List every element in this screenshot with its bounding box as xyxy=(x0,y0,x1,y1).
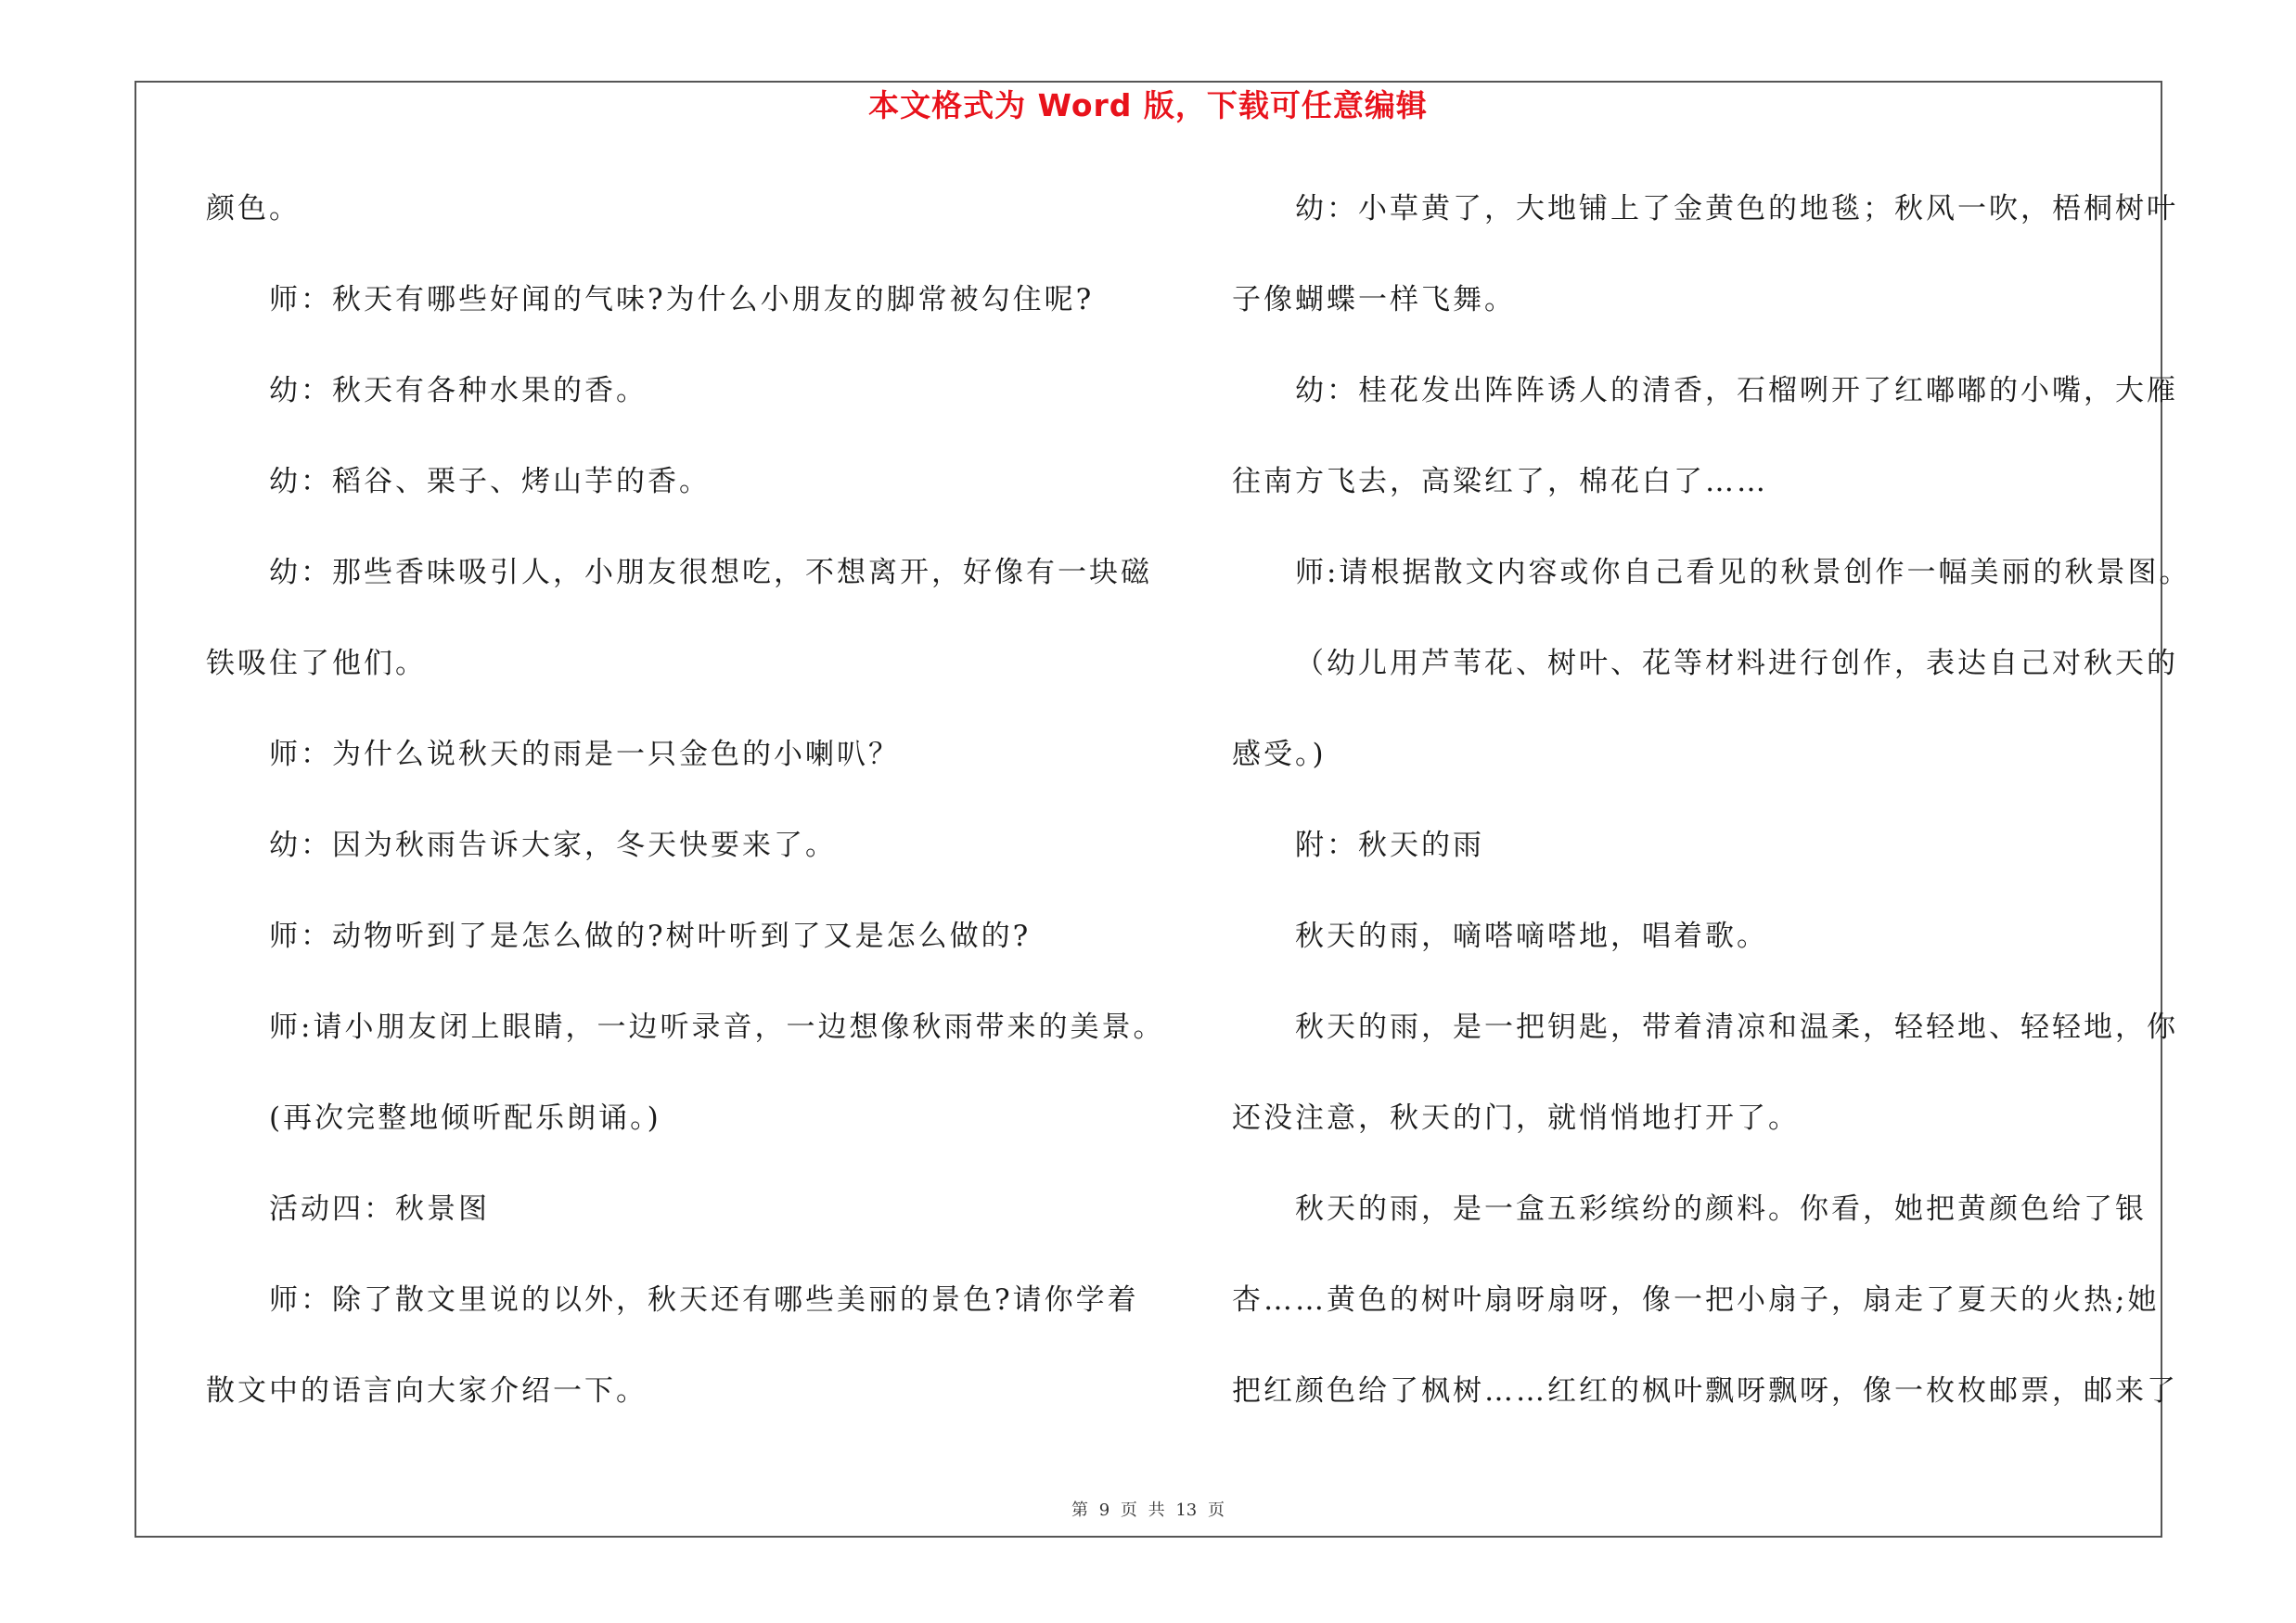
right-line-12: 秋天的雨，是一盒五彩缤纷的颜料。你看，她把黄颜色给了银 xyxy=(1295,1192,2147,1226)
right-line-14: 把红颜色给了枫树……红红的枫叶飘呀飘呀，像一枚枚邮票，邮来了 xyxy=(1232,1374,2178,1408)
right-line-8: 附：秋天的雨 xyxy=(1295,829,1484,862)
left-line-14: 散文中的语言向大家介绍一下。 xyxy=(206,1374,648,1408)
left-line-6: 铁吸住了他们。 xyxy=(206,647,427,680)
left-line-7: 师：为什么说秋天的雨是一只金色的小喇叭？ xyxy=(269,738,900,771)
right-column xyxy=(1232,186,2191,1459)
left-line-4: 幼：稻谷、栗子、烤山芋的香。 xyxy=(269,465,711,498)
left-line-9: 师：动物听到了是怎么做的?树叶听到了又是怎么做的? xyxy=(269,920,1032,953)
left-column xyxy=(206,186,1165,1459)
right-line-7: 感受。) xyxy=(1232,738,1327,771)
right-line-11: 还没注意，秋天的门，就悄悄地打开了。 xyxy=(1232,1101,1800,1135)
left-line-3: 幼：秋天有各种水果的香。 xyxy=(269,374,648,407)
right-line-10: 秋天的雨，是一把钥匙，带着清凉和温柔，轻轻地、轻轻地，你 xyxy=(1295,1011,2178,1044)
header-banner: 本文格式为 Word 版，下载可任意编辑 xyxy=(868,87,1428,123)
right-line-4: 往南方飞去，高粱红了，棉花白了…… xyxy=(1232,465,1768,498)
left-line-12: 活动四：秋景图 xyxy=(269,1192,490,1226)
left-line-13: 师：除了散文里说的以外，秋天还有哪些美丽的景色?请你学着 xyxy=(269,1283,1139,1317)
right-line-1: 幼：小草黄了，大地铺上了金黄色的地毯；秋风一吹，梧桐树叶 xyxy=(1295,192,2178,225)
right-line-6: （幼儿用芦苇花、树叶、花等材料进行创作，表达自己对秋天的 xyxy=(1295,647,2178,680)
page-number-footer: 第 9 页 共 13 页 xyxy=(1071,1501,1225,1520)
right-line-3: 幼：桂花发出阵阵诱人的清香，石榴咧开了红嘟嘟的小嘴，大雁 xyxy=(1295,374,2178,407)
left-line-10: 师:请小朋友闭上眼睛，一边听录音，一边想像秋雨带来的美景。 xyxy=(269,1011,1165,1044)
left-line-11: (再次完整地倾听配乐朗诵。) xyxy=(269,1101,661,1135)
left-line-8: 幼：因为秋雨告诉大家，冬天快要来了。 xyxy=(269,829,837,862)
right-line-2: 子像蝴蝶一样飞舞。 xyxy=(1232,283,1516,316)
left-line-5: 幼：那些香味吸引人，小朋友很想吃，不想离开，好像有一块磁 xyxy=(269,556,1152,589)
left-line-1: 颜色。 xyxy=(206,192,301,225)
right-line-5: 师:请根据散文内容或你自己看见的秋景创作一幅美丽的秋景图。 xyxy=(1295,556,2191,589)
left-line-2: 师：秋天有哪些好闻的气味?为什么小朋友的脚常被勾住呢? xyxy=(269,283,1095,316)
right-line-13: 杏……黄色的树叶扇呀扇呀，像一把小扇子，扇走了夏天的火热;她 xyxy=(1232,1283,2160,1317)
right-line-9: 秋天的雨，嘀嗒嘀嗒地，唱着歌。 xyxy=(1295,920,1768,953)
